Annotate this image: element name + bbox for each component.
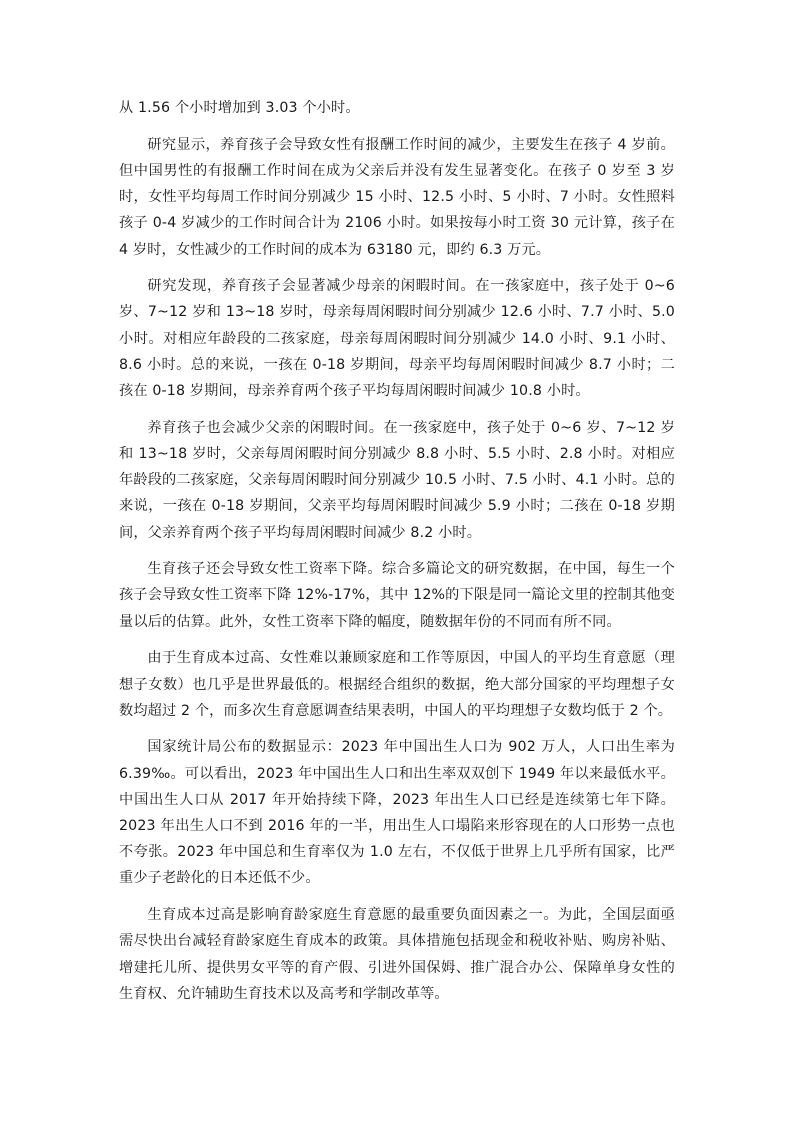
paragraph-mother-leisure: 研究发现，养育孩子会显著减少母亲的闲暇时间。在一孩家庭中，孩子处于 0~6 岁、7~12 岁和 13~18 岁时，母亲每周闲暇时间分别减少 12.6 小时、7.7 小时、5.0 小时。对相应年龄段的二孩家庭，母亲每周闲暇时间分别减少 14.0 小时、9.1 小时、8.6 小时。总的来说，一孩在 0-18 岁期间，母亲平均每周闲暇时间减少 8.7 小时；二孩在 0-18 岁期间，母亲养育两个孩子平均每周闲暇时间减少 10.8 小时。 <box>119 278 675 400</box>
document-body <box>119 95 675 1018</box>
paragraph-paid-work-time: 研究显示，养育孩子会导致女性有报酬工作时间的减少，主要发生在孩子 4 岁前。但中国男性的有报酬工作时间在成为父亲后并没有发生显著变化。在孩子 0 岁至 3 岁时，女性平均每周工作时间分别减少 15 小时、12.5 小时、5 小时、7 小时。女性照料孩子 0-4 岁减少的工作时间合计为 2106 小时。如果按每小时工资 30 元计算，孩子在 4 岁时，女性减少的工作时间的成本为 63180 元，即约 6.3 万元。 <box>119 136 675 258</box>
paragraph-continuation: 从 1.56 个小时增加到 3.03 个小时。 <box>119 100 360 116</box>
paragraph-father-leisure: 养育孩子也会减少父亲的闲暇时间。在一孩家庭中，孩子处于 0~6 岁、7~12 岁和 13~18 岁时，父亲每周闲暇时间分别减少 8.8 小时、5.5 小时、2.8 小时。对相应年龄段的二孩家庭，父亲每周闲暇时间分别减少 10.5 小时、7.5 小时、4.1 小时。总的来说，一孩在 0-18 岁期间，父亲平均每周闲暇时间减少 5.9 小时；二孩在 0-18 岁期间，父亲养育两个孩子平均每周闲暇时间减少 8.2 小时。 <box>119 419 675 541</box>
paragraph-policy-recommendations: 生育成本过高是影响育龄家庭生育意愿的最重要负面因素之一。为此，全国层面亟需尽快出台减轻育龄家庭生育成本的政策。具体措施包括现金和税收补贴、购房补贴、增建托儿所、提供男女平等的育产假、引进外国保姆、推广混合办公、保障单身女性的生育权、允许辅助生育技术以及高考和学制改革等。 <box>119 907 675 1002</box>
paragraph-fertility-intention: 由于生育成本过高、女性难以兼顾家庭和工作等原因，中国人的平均生育意愿（理想子女数）也几乎是世界最低的。根据经合组织的数据，绝大部分国家的平均理想子女数均超过 2 个，而多次生育意愿调查结果表明，中国人的平均理想子女数均低于 2 个。 <box>119 650 675 719</box>
paragraph-wage-rate: 生育孩子还会导致女性工资率下降。综合多篇论文的研究数据，在中国，每生一个孩子会导致女性工资率下降 12%-17%，其中 12%的下限是同一篇论文里的控制其他变量以后的估算。此外，女性工资率下降的幅度，随数据年份的不同而有所不同。 <box>119 561 675 630</box>
paragraph-birth-statistics: 国家统计局公布的数据显示：2023 年中国出生人口为 902 万人，人口出生率为 6.39‰。可以看出，2023 年中国出生人口和出生率双双创下 1949 年以来最低水平。中国出生人口从 2017 年开始持续下降，2023 年出生人口已经是连续第七年下降。2023 年出生人口不到 2016 年的一半，用出生人口塌陷来形容现在的人口形势一点也不夸张。2023 年中国总和生育率仅为 1.0 左右，不仅低于世界上几乎所有国家，比严重少子老龄化的日本还低不少。 <box>119 739 675 887</box>
